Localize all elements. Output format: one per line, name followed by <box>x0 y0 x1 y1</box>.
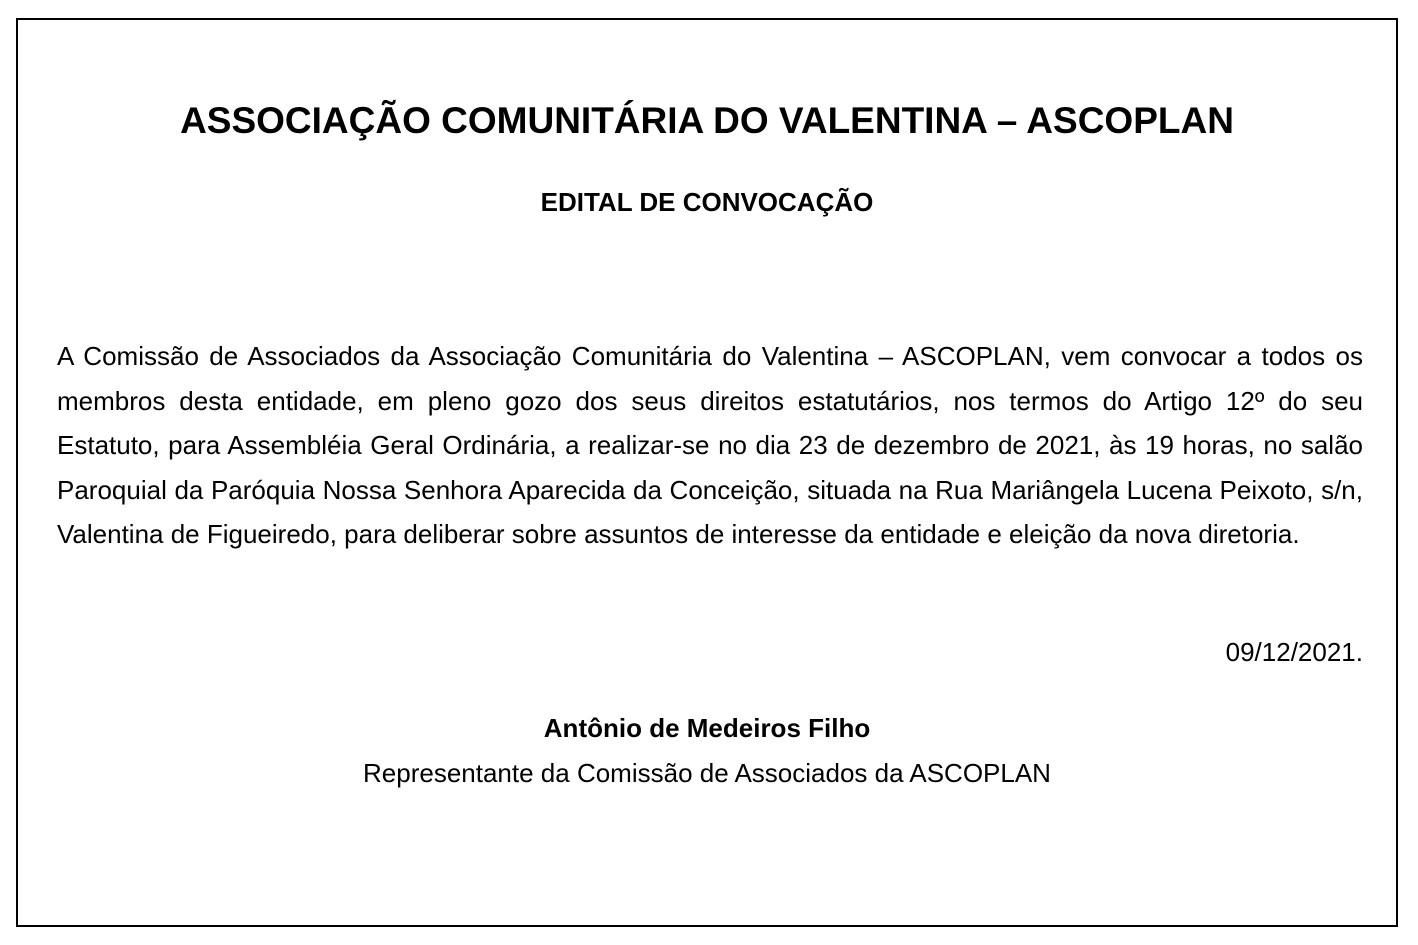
signer-name: Antônio de Medeiros Filho <box>543 713 871 743</box>
document-body-paragraph: A Comissão de Associados da Associação Comunitária do Valentina – ASCOPLAN, vem convocar a todos os membros desta entidade, em pleno gozo dos seus direitos estatutários, nos termos do Artigo 12º do seu Estatuto, para Assembléia Geral Ordinária, a realizar-se no dia 23 de dezembro de 2021, às 19 horas, no salão Paroquial da Paróquia Nossa Senhora Aparecida da Conceição, situada na Rua Mariângela Lucena Peixoto, s/n, Valentina de Figueiredo, para deliberar sobre assuntos de interesse da entidade e eleição da nova diretoria. <box>57 341 1363 550</box>
document-date: 09/12/2021. <box>1225 637 1363 667</box>
document-frame <box>16 18 1398 927</box>
document-title: ASSOCIAÇÃO COMUNITÁRIA DO VALENTINA – ASCOPLAN <box>180 100 1234 141</box>
signer-role: Representante da Comissão de Associados da ASCOPLAN <box>363 758 1051 788</box>
document-subtitle: EDITAL DE CONVOCAÇÃO <box>540 187 874 217</box>
